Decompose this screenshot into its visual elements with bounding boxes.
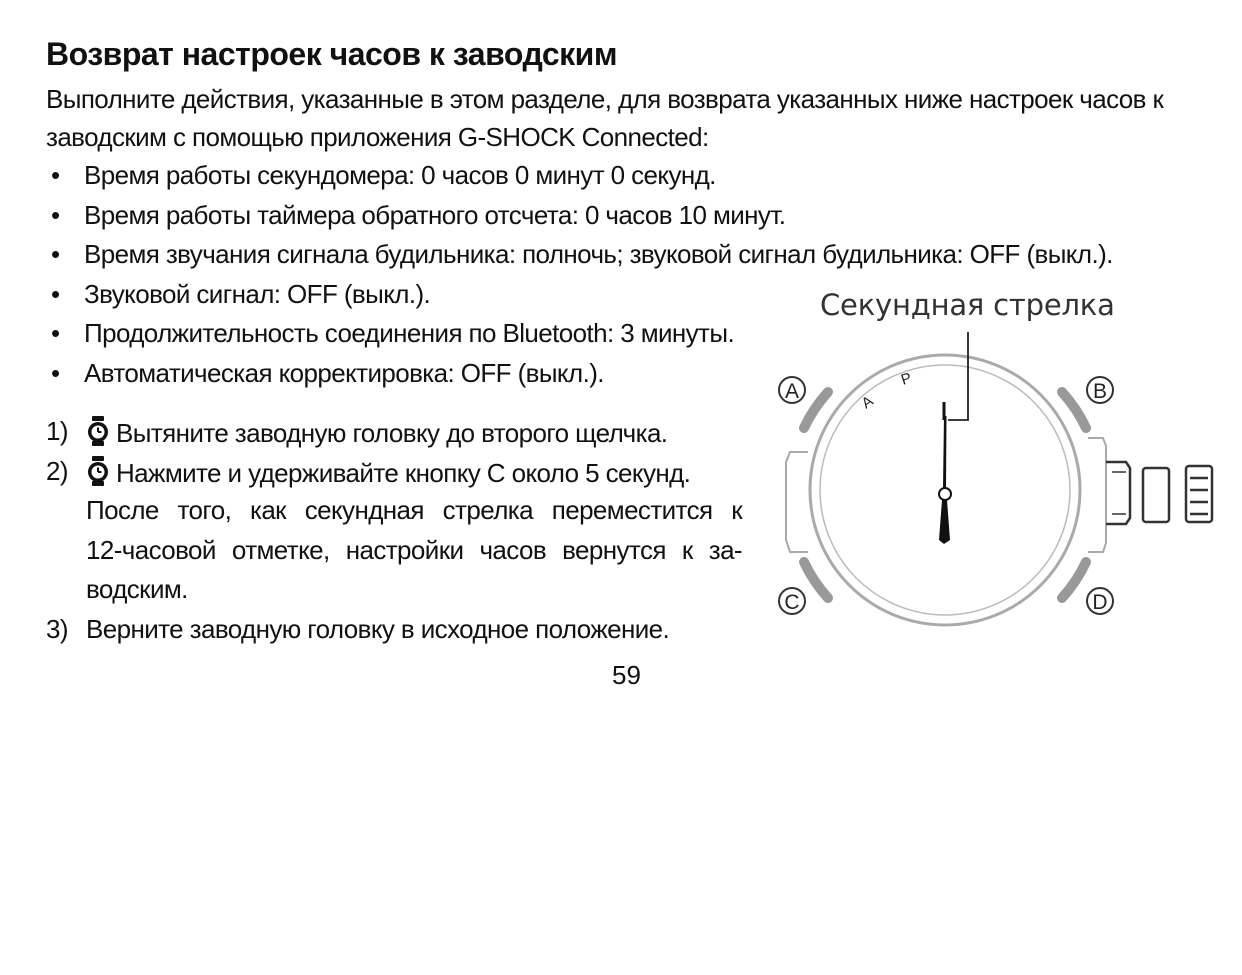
step-continuation-line: После того, как секундная стрелка переместится к (86, 495, 742, 525)
bullet-icon: • (51, 160, 60, 190)
list-item: • Время работы таймера обратного отсчета: 0 часов 10 минут. (51, 199, 786, 230)
button-label-d (1087, 588, 1113, 614)
button-guard-d (1062, 562, 1086, 598)
dial-mark-p: P (898, 369, 914, 389)
watch-illustration (768, 290, 1218, 670)
list-item: • Продолжительность соединения по Bluetooth: 3 минуты. (51, 318, 735, 348)
watch-case (1088, 438, 1106, 552)
step-3 (46, 614, 742, 654)
procedure-steps (46, 416, 742, 653)
second-hand-callout: Секундная стрелка (820, 288, 1115, 322)
bullet-icon: • (51, 318, 60, 348)
button-guard-c (804, 562, 828, 598)
bullet-icon: • (51, 278, 60, 309)
watch-crown-icon (86, 416, 110, 446)
svg-text:B: B (1092, 380, 1108, 403)
page-title: Возврат настроек часов к заводским (46, 36, 617, 72)
intro-line-1: Выполните действия, указанные в этом разделе, для возврата указанных ниже настроек часов к (46, 84, 1164, 114)
list-item: • Время звучания сигнала будильника: полночь; звуковой сигнал будильника: OFF (выкл.). (51, 239, 1113, 269)
second-hand (943, 416, 947, 488)
step-number: 3) (46, 613, 68, 644)
step-text: Вытяните заводную головку до второго щелчка. (116, 418, 668, 448)
second-hand-tail (939, 500, 950, 544)
watch-crown-icon (86, 456, 110, 486)
step-text: Нажмите и удерживайте кнопку C около 5 секунд. (116, 457, 691, 488)
crown-stem (1143, 468, 1169, 522)
callout-leader (948, 332, 968, 420)
list-item: • Время работы секундомера: 0 часов 0 минут 0 секунд. (51, 160, 716, 190)
step-number: 1) (46, 416, 68, 446)
bullet-icon: • (51, 239, 60, 269)
hand-pivot (939, 488, 951, 500)
step-continuation-line: 12-часовой отметке, настройки часов вернутся к за- (86, 534, 742, 565)
svg-text:A: A (784, 380, 800, 403)
watch-case (786, 452, 808, 552)
button-guard-b (1062, 392, 1086, 428)
button-guard-a (804, 392, 828, 428)
intro-line-2: заводским с помощью приложения G-SHOCK Connected: (46, 122, 709, 152)
step-2 (46, 456, 742, 614)
dial-mark-a: A (858, 392, 877, 413)
step-number: 2) (46, 455, 68, 486)
svg-text:C: C (784, 591, 800, 614)
bullet-icon: • (51, 357, 60, 388)
list-item: • Автоматическая корректировка: OFF (выкл.). (51, 357, 604, 388)
step-text: Верните заводную головку в исходное положение. (86, 613, 670, 644)
bullet-icon: • (51, 199, 60, 230)
list-item: • Звуковой сигнал: OFF (выкл.). (51, 278, 431, 309)
page-number: 59 (612, 660, 641, 690)
step-1 (46, 416, 742, 456)
button-label-c (779, 588, 805, 614)
svg-text:D: D (1092, 591, 1108, 614)
step-continuation-line: водским. (86, 574, 188, 604)
button-label-b (1087, 377, 1113, 403)
button-label-a (779, 377, 805, 403)
